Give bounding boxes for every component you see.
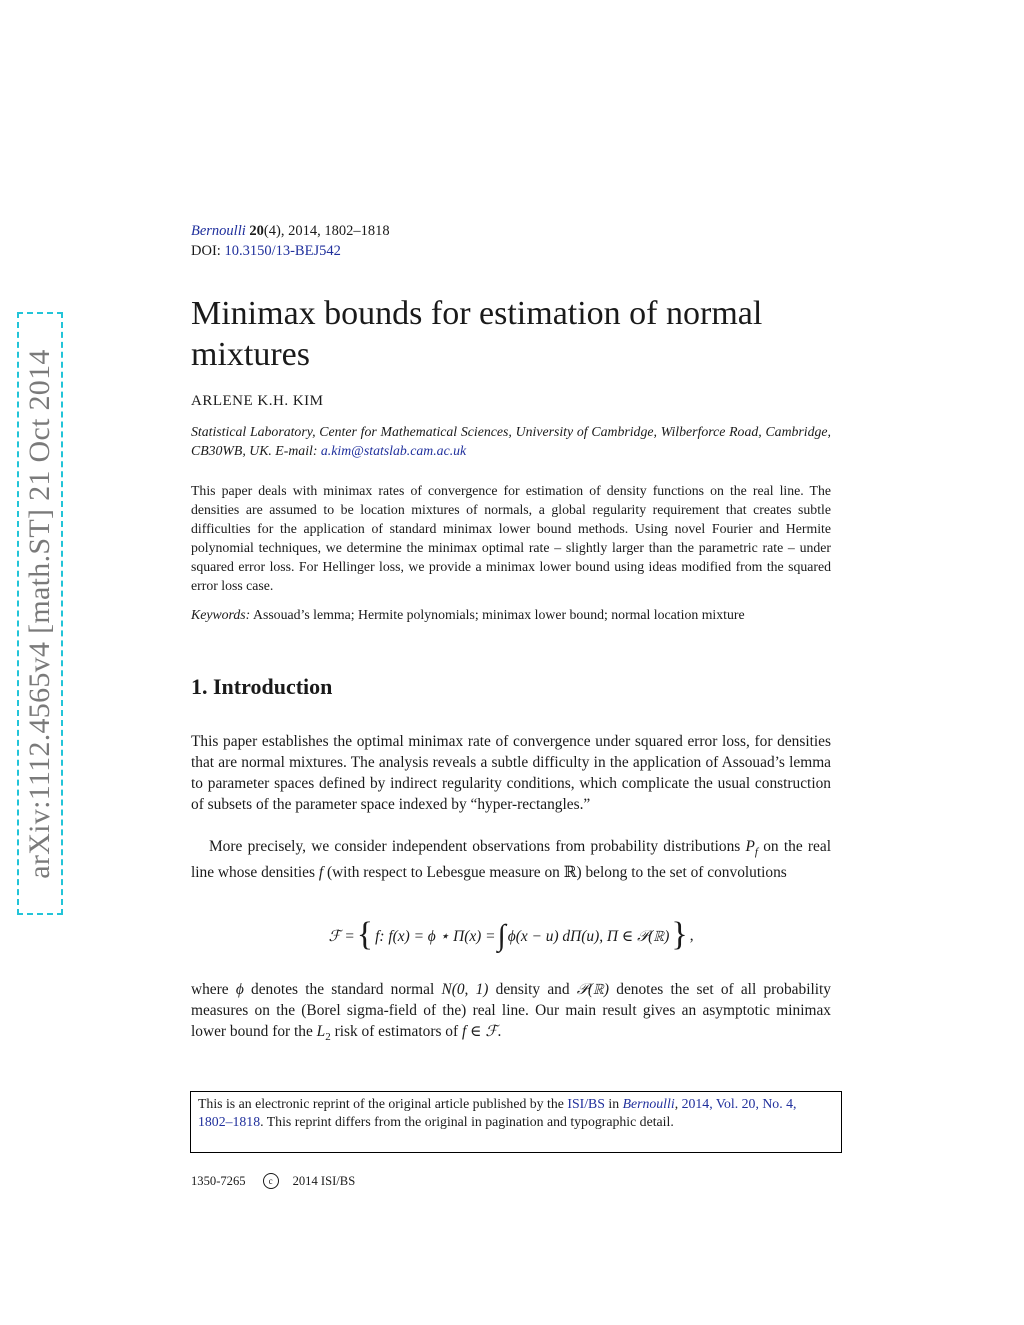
para3-text-c: density and [488, 981, 577, 998]
author-email-link[interactable]: a.kim@statslab.cam.ac.uk [320, 443, 467, 458]
equation-trail: , [689, 927, 694, 944]
math-normal: N(0, 1) [441, 981, 489, 998]
issn: 1350-7265 [191, 1173, 246, 1188]
doi-link[interactable]: 10.3150/13-BEJ542 [224, 243, 341, 259]
arxiv-side-stamp [17, 312, 63, 915]
keywords [191, 605, 831, 624]
para3-text-d: denotes the set of all probability measures on the (Borel sigma-field of the) real line. Our main result gives an asymptotic minimax lower bound for the [191, 981, 831, 1040]
intro-paragraph-2 [191, 837, 831, 884]
reprint-text-d: . This reprint differs from the original in pagination and typographic detail. [260, 1114, 674, 1130]
equation-close-brace: } [671, 916, 688, 953]
para3-text-e: risk of estimators of [330, 1022, 462, 1040]
keywords-label: Keywords: [191, 607, 251, 622]
footer [191, 1173, 355, 1189]
arxiv-identifier: arXiv:1112.4565v4 [math.ST] 21 Oct 2014 [23, 348, 56, 879]
reprint-text-b: in [604, 1096, 623, 1111]
paper-title: Minimax bounds for estimation of normal mixtures [191, 295, 763, 373]
reprint-text-c: , [674, 1096, 682, 1111]
journal-volume: 20 [249, 223, 264, 239]
para2-text-a: More precisely, we consider independent observations from probability distributions [209, 838, 746, 855]
equation-open-brace: { [356, 916, 374, 953]
abstract: This paper deals with minimax rates of convergence for estimation of density functions on the real line. The densities are assumed to be location mixtures of normals, a global regularity requirement that creates subtle difficulties for the application of standard minimax lower bound methods. Using novel Fourier and Hermite polynomial techniques, we determine the minimax optimal rate – slightly larger than the parametric rate – under squared error loss. For Hellinger loss, we provide a minimax lower bound using ideas modified from the squared error loss case. [191, 483, 831, 594]
reprint-journal-link[interactable]: Bernoulli [622, 1096, 675, 1111]
para2-text-c: (with respect to Lebesgue measure on ℝ) belong to the set of convolutions [323, 863, 787, 881]
para3-text-a: where [191, 981, 236, 998]
para2-text-b: on the real line whose densities [191, 838, 831, 881]
equation-integral: ∫ [497, 919, 506, 952]
math-pf-sub: f [754, 846, 758, 859]
math-f-in-F: f ∈ ℱ [461, 1022, 498, 1040]
author-name: ARLENE K.H. KIM [191, 393, 324, 409]
equation-rhs: ϕ(x − u) dΠ(u), Π ∈ 𝒫(ℝ) [507, 927, 670, 945]
affiliation-text: Statistical Laboratory, Center for Mathematical Sciences, University of Cambridge, Wilberforce Road, Cambridge, CB30WB, UK. E-mail: [191, 424, 831, 458]
math-phi: ϕ [235, 981, 244, 998]
math-f: f [318, 863, 324, 881]
doi-line [191, 243, 341, 260]
reprint-text-a: This is an electronic reprint of the original article published by the [198, 1096, 568, 1111]
para3-text-b: denotes the standard normal [243, 981, 442, 998]
section-heading-introduction: 1. Introduction [191, 674, 333, 699]
reprint-ref-link[interactable]: 2014, Vol. 20, No. 4, 1802–1818 [198, 1096, 797, 1130]
reprint-notice [190, 1091, 842, 1153]
para3-end: . [497, 1022, 502, 1040]
journal-issue-info: (4), 2014, 1802–1818 [263, 223, 390, 239]
copyright-text: 2014 ISI/BS [292, 1173, 356, 1188]
math-prob-measures: 𝒫(ℝ) [576, 981, 610, 998]
journal-citation [191, 223, 390, 240]
math-pf: P [745, 838, 755, 855]
intro-paragraph-3 [191, 980, 831, 1048]
math-l2-sub: 2 [325, 1030, 331, 1043]
display-equation [191, 914, 831, 958]
copyright-icon: c [263, 1173, 279, 1189]
author-affiliation [191, 422, 831, 460]
doi-label: DOI: [191, 243, 225, 259]
equation-lhs: ℱ = [328, 927, 355, 945]
journal-link[interactable]: Bernoulli [191, 223, 246, 239]
equation-body: f: f(x) = ϕ ⋆ Π(x) = [375, 927, 496, 945]
publisher-link[interactable]: ISI/BS [567, 1096, 605, 1111]
keywords-text: Assouad’s lemma; Hermite polynomials; minimax lower bound; normal location mixture [252, 607, 745, 622]
math-l2: L [316, 1022, 326, 1040]
intro-paragraph-1: This paper establishes the optimal minimax rate of convergence under squared error loss, for densities that are normal mixtures. The analysis reveals a subtle difficulty in the application of Assouad’s lemma to parameter spaces defined by indirect regularity conditions, which complicate the usual construction of subsets of the parameter space indexed by “hyper-rectangles.” [191, 733, 831, 813]
